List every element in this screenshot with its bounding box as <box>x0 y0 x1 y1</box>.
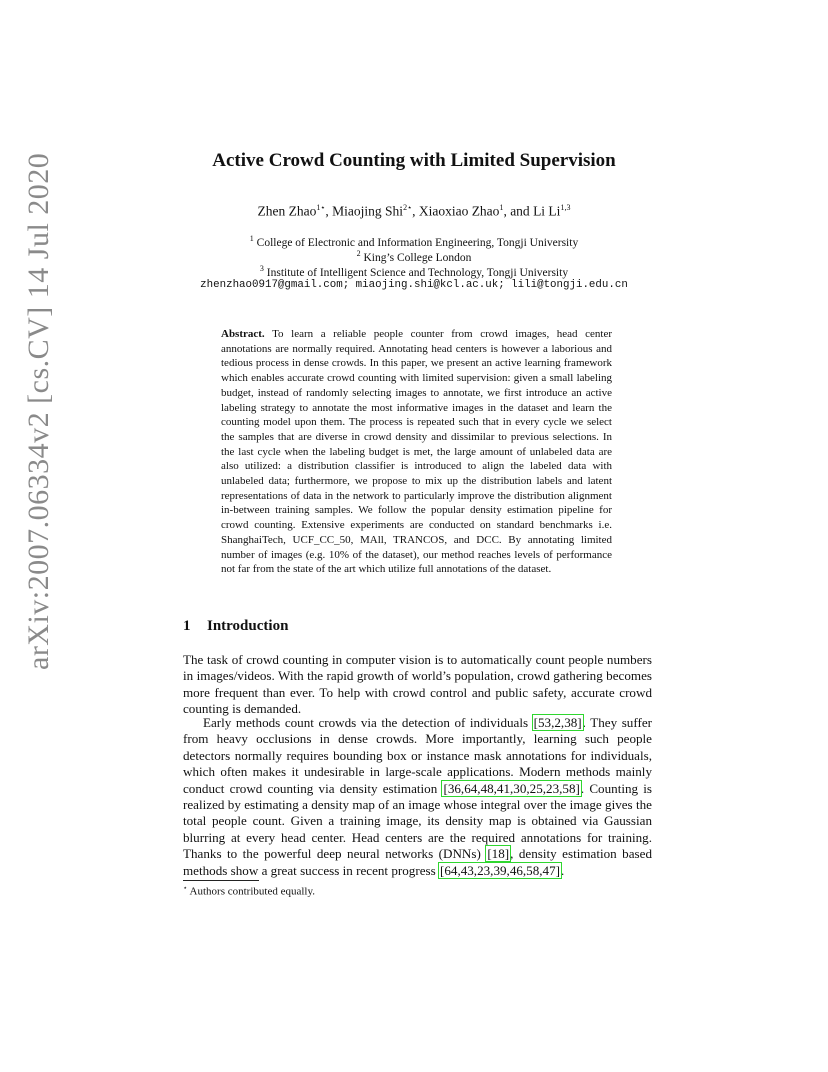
affiliation-text: College of Electronic and Information Engineering, Tongji University <box>256 236 579 249</box>
footnote-marker: ⋆ <box>183 884 188 892</box>
author-sup: 1⋆ <box>316 203 326 212</box>
author-name: Zhen Zhao <box>257 203 317 219</box>
footnote <box>183 884 315 898</box>
abstract <box>221 327 612 577</box>
author-name: Li Li <box>533 203 561 219</box>
citation-link[interactable]: [53,2,38] <box>533 715 582 730</box>
paragraph-text: , density estimation based methods show a great success in recent progress <box>183 846 652 878</box>
author-sep: , <box>325 203 333 219</box>
author-sup: 1,3 <box>560 203 571 212</box>
affiliation-sup: 3 <box>259 264 264 273</box>
author-list <box>0 203 828 220</box>
author-sep: , and <box>503 203 534 219</box>
affiliation-1 <box>0 234 828 249</box>
abstract-text: To learn a reliable people counter from crowd images, head center annotations are normally required. Annotating head centers is however a laborious and tedious process in dense crowds. In this paper, we present an active learning framework which enables accurate crowd counting with limited supervision: given a small labeling budget, instead of randomly selecting images to annotate, we first introduce an active labeling strategy to annotate the most informative images in the dataset and learn the counting model upon them. The process is repeated such that in every cycle we select the samples that are diverse in crowd density and dissimilar to previous selections. In the last cycle when the labeling budget is met, the large amount of unlabeled data are also utilized: a distribution classifier is introduced to align the labeled data with unlabeled data; furthermore, we propose to mix up the distribution labels and latent representations of data in the network to particularly improve the distribution alignment in-between training samples. We follow the popular density estimation pipeline for crowd counting. Extensive experiments are conducted on standard benchmarks i.e. ShanghaiTech, UCF_CC_50, MAll, TRANCOS, and DCC. By annotating limited number of images (e.g. 10% of the dataset), our method reaches levels of performance not far from the state of the art which utilize full annotations of the dataset. <box>221 328 612 576</box>
affiliation-sup: 2 <box>356 249 361 258</box>
abstract-label: Abstract. <box>221 328 265 340</box>
section-title: Introduction <box>207 618 289 634</box>
affiliation-text: Institute of Intelligent Science and Technology, Tongji University <box>266 266 569 279</box>
author-sup: 2⋆ <box>403 203 413 212</box>
footnote-text: Authors contributed equally. <box>189 885 315 898</box>
paragraph-text: . They suffer from heavy occlusions in dense crowds. More importantly, learning such people detectors normally requires bounding box or instance mask annotations for individuals, which often makes it undesirable in large-scale applications. Modern methods mainly conduct crowd counting via density estimation <box>183 715 652 796</box>
author-name: Xiaoxiao Zhao <box>418 203 500 219</box>
section-heading <box>183 618 288 635</box>
citation-link[interactable]: [64,43,23,39,46,58,47] <box>439 862 561 878</box>
affiliation-sup: 1 <box>249 234 254 243</box>
citation-link[interactable]: [18] <box>487 846 510 862</box>
citation-link[interactable]: [36,64,48,41,30,25,23,58] <box>443 780 580 796</box>
paragraph-text: Early methods count crowds via the detection of individuals <box>203 715 533 730</box>
paragraph-text: . Counting is realized by estimating a density map of an image whose integral over the image gives the total people count. Given a training image, its density map is obtained via Gaussian blurring at every head center. Head centers are the required annotations for training. Thanks to the powerful deep neural networks (DNNs) <box>183 780 652 862</box>
affiliation-text: King’s College London <box>363 251 472 264</box>
intro-paragraph-2 <box>183 715 652 879</box>
paper-title: Active Crowd Counting with Limited Supervision <box>212 150 616 171</box>
author-sup: 1 <box>499 203 504 212</box>
affiliation-2 <box>0 249 828 264</box>
affiliation-3 <box>0 264 828 279</box>
author-sep: , <box>412 203 419 219</box>
paragraph-text: . <box>561 862 565 878</box>
intro-paragraph-1: The task of crowd counting in computer vision is to automatically count people numbers in images/videos. With the rapid growth of world’s population, crowd gathering becomes more frequent than ever. To help with crowd control and public safety, accurate crowd counting is demanded. <box>183 652 652 717</box>
section-number: 1 <box>183 618 191 634</box>
arxiv-identifier: arXiv:2007.06334v2 [cs.CV] 14 Jul 2020 <box>22 152 55 670</box>
author-name: Miaojing Shi <box>332 203 404 219</box>
footnote-divider <box>183 880 259 881</box>
author-emails: zhenzhao0917@gmail.com; miaojing.shi@kcl.ac.uk; lili@tongji.edu.cn <box>200 279 628 291</box>
